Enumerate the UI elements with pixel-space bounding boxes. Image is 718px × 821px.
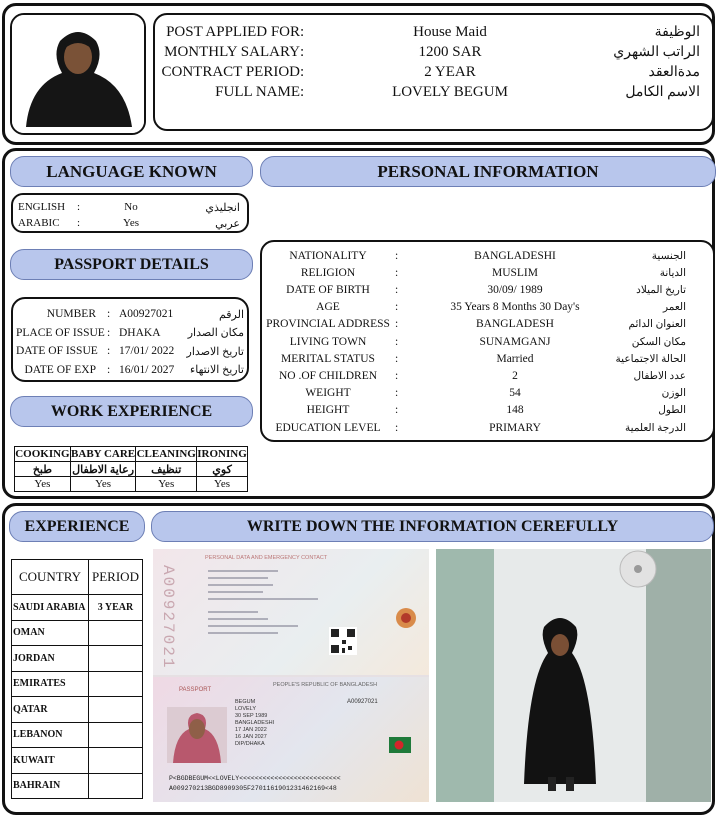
- personal-value: 2: [512, 369, 518, 382]
- experience-country: OMAN: [12, 620, 89, 646]
- language-colon: :: [77, 217, 81, 229]
- personal-value: BANGLADESH: [476, 318, 554, 331]
- work-col-arabic: رعاية الاطفال: [72, 463, 135, 476]
- personal-label: AGE: [316, 301, 340, 314]
- personal-colon: :: [395, 283, 399, 296]
- personal-row: [265, 247, 712, 264]
- experience-row: [12, 595, 143, 621]
- passport-nationality: BANGLADESHI: [235, 720, 275, 726]
- header-value: House Maid: [413, 23, 487, 40]
- header-colon: :: [300, 23, 305, 40]
- experience-country: LEBANON: [12, 722, 89, 748]
- experience-country: SAUDI ARABIA: [12, 595, 89, 621]
- experience-title: EXPERIENCE: [9, 511, 145, 542]
- personal-value: MUSLIM: [491, 266, 538, 279]
- personal-value: SUNAMGANJ: [479, 335, 551, 348]
- passport-arabic: تاريخ الاصدار: [186, 345, 244, 358]
- personal-colon: :: [395, 387, 399, 400]
- personal-row: [265, 333, 712, 350]
- personal-label: MERITAL STATUS: [281, 352, 375, 365]
- personal-arabic: تاريخ الميلاد: [636, 284, 686, 296]
- work-col-value: Yes: [197, 477, 248, 492]
- passport-value: DHAKA: [119, 326, 161, 339]
- passport-expiry-date: 16 JAN 2027: [235, 734, 267, 740]
- passport-row: [16, 361, 246, 380]
- language-label: ENGLISH: [18, 201, 66, 213]
- passport-row: [16, 305, 246, 324]
- personal-colon: :: [395, 421, 399, 434]
- personal-row: [265, 385, 712, 402]
- passport-scan-heading: PERSONAL DATA AND EMERGENCY CONTACT: [205, 555, 328, 561]
- passport-dob: 30 SEP 1989: [235, 713, 268, 719]
- mrz-line-1: P<BGDBEGUM<<LOVELY<<<<<<<<<<<<<<<<<<<<<<<<<<: [169, 775, 341, 782]
- experience-row: [12, 671, 143, 697]
- personal-arabic: الوزن: [661, 388, 686, 400]
- passport-issue-date: 17 JAN 2022: [235, 727, 267, 733]
- personal-label: RELIGION: [300, 266, 356, 279]
- passport-arabic: مكان الصدار: [187, 327, 244, 340]
- header-label: FULL NAME: [215, 83, 300, 100]
- profile-photo: [12, 15, 144, 133]
- personal-value: BANGLADESHI: [474, 249, 556, 262]
- personal-arabic: عدد الاطفال: [633, 370, 686, 382]
- personal-value: PRIMARY: [489, 421, 541, 434]
- experience-period: [89, 671, 143, 697]
- language-row: [18, 199, 244, 215]
- passport-colon: :: [107, 363, 111, 376]
- personal-value: 35 Years 8 Months 30 Day's: [450, 301, 580, 314]
- language-arabic: انجليذي: [205, 201, 240, 214]
- header-label: CONTRACT PERIOD: [161, 63, 300, 80]
- header-value: 1200 SAR: [418, 43, 482, 60]
- personal-row: [265, 402, 712, 419]
- passport-label: NUMBER: [46, 308, 96, 321]
- passport-row: [16, 342, 246, 361]
- period-header: PERIOD: [89, 560, 143, 595]
- language-label: ARABIC: [18, 217, 60, 229]
- passport-value: A00927021: [119, 308, 174, 321]
- header-row: [160, 42, 710, 62]
- experience-country: QATAR: [12, 697, 89, 723]
- work-col-arabic: كوي: [197, 462, 248, 477]
- header-arabic: الاسم الكامل: [625, 84, 700, 100]
- header-colon: :: [300, 83, 305, 100]
- personal-value: 30/09/ 1989: [487, 283, 543, 296]
- personal-value: 54: [509, 387, 521, 400]
- passport-colon: :: [107, 326, 111, 339]
- passport-country-line: PEOPLE'S REPUBLIC OF BANGLADESH: [273, 682, 378, 688]
- personal-arabic: الديانة: [659, 267, 686, 279]
- experience-period: [89, 748, 143, 774]
- header-arabic: الوظيفة: [654, 24, 700, 40]
- personal-colon: :: [395, 404, 399, 417]
- personal-label: EDUCATION LEVEL: [275, 421, 381, 434]
- flag-icon: [389, 737, 411, 753]
- personal-label: NATIONALITY: [289, 249, 367, 262]
- work-col-arabic: تنظيف: [136, 462, 197, 477]
- passport-number-vertical: A00927021: [159, 565, 177, 670]
- personal-title: PERSONAL INFORMATION: [260, 156, 716, 187]
- language-colon: :: [77, 201, 81, 213]
- passport-row: [16, 324, 246, 343]
- experience-row: [12, 620, 143, 646]
- language-value: Yes: [122, 217, 139, 229]
- passport-scan: [153, 549, 429, 802]
- personal-colon: :: [395, 301, 399, 314]
- work-title: WORK EXPERIENCE: [10, 396, 253, 427]
- personal-arabic: الدرجة العلمية: [625, 422, 686, 434]
- full-body-image: [436, 549, 711, 802]
- personal-row: [265, 419, 712, 436]
- header-value: LOVELY BEGUM: [392, 83, 508, 100]
- experience-table: [11, 559, 143, 799]
- passport-value: 17/01/ 2022: [119, 345, 175, 358]
- personal-arabic: العمر: [662, 302, 686, 314]
- header-row: [160, 62, 710, 82]
- passport-title: PASSPORT DETAILS: [10, 249, 253, 280]
- experience-period: [89, 697, 143, 723]
- passport-label: PLACE OF ISSUE: [16, 326, 105, 339]
- passport-label: DATE OF ISSUE: [16, 345, 98, 358]
- work-col-value: Yes: [70, 477, 136, 492]
- personal-row: [265, 350, 712, 367]
- experience-row: [12, 722, 143, 748]
- header-arabic: مدةالعقد: [648, 64, 700, 80]
- personal-colon: :: [395, 335, 399, 348]
- personal-value: Married: [496, 352, 534, 365]
- wall-fan-icon: [620, 551, 656, 587]
- country-header: COUNTRY: [12, 560, 89, 595]
- work-col-value: Yes: [15, 477, 71, 492]
- personal-value: 148: [506, 404, 524, 417]
- header-label: MONTHLY SALARY: [164, 43, 300, 60]
- language-row: [18, 215, 244, 231]
- passport-surname: BEGUM: [235, 699, 256, 705]
- personal-arabic: مكان السكن: [631, 336, 686, 348]
- experience-period: [89, 773, 143, 799]
- passport-scan-fields: [235, 699, 274, 748]
- personal-colon: :: [395, 266, 399, 279]
- header-label: POST APPLIED FOR: [166, 23, 300, 40]
- language-title: LANGUAGE KNOWN: [10, 156, 253, 187]
- personal-colon: :: [395, 249, 399, 262]
- passport-doc-label: PASSPORT: [179, 687, 212, 693]
- work-col-header: BABY CARE: [71, 448, 136, 460]
- passport-value: 16/01/ 2027: [119, 363, 175, 376]
- personal-row: [265, 316, 712, 333]
- passport-arabic: الرقم: [218, 308, 244, 321]
- experience-row: [12, 773, 143, 799]
- instruction-banner: WRITE DOWN THE INFORMATION CEREFULLY: [151, 511, 714, 542]
- work-experience-table: [14, 446, 248, 492]
- personal-label: WEIGHT: [305, 387, 351, 400]
- full-body-photo: [436, 549, 711, 802]
- work-col-header: COOKING: [15, 448, 70, 460]
- passport-issuer: DIP/DHAKA: [235, 741, 265, 747]
- personal-colon: :: [395, 318, 399, 331]
- personal-label: HEIGHT: [306, 404, 350, 417]
- header-arabic: الراتب الشهري: [613, 44, 700, 60]
- personal-label: LIVING TOWN: [289, 335, 367, 348]
- personal-colon: :: [395, 352, 399, 365]
- work-col-header: CLEANING: [136, 448, 196, 460]
- work-col-value: Yes: [136, 477, 197, 492]
- header-row: [160, 82, 710, 102]
- work-col-arabic: طبخ: [15, 462, 71, 477]
- experience-period: [89, 646, 143, 672]
- passport-holder-photo: [167, 707, 227, 763]
- personal-row: [265, 264, 712, 281]
- header-colon: :: [300, 43, 305, 60]
- passport-label: DATE OF EXP: [24, 363, 96, 376]
- passport-colon: :: [107, 345, 111, 358]
- experience-period: 3 YEAR: [89, 595, 143, 621]
- personal-row: [265, 299, 712, 316]
- personal-row: [265, 367, 712, 384]
- personal-label: NO .OF CHILDREN: [278, 369, 378, 382]
- language-value: No: [124, 201, 138, 213]
- experience-row: [12, 697, 143, 723]
- seal-icon: [395, 607, 417, 629]
- passport-given-name: LOVELY: [235, 706, 256, 712]
- passport-colon: :: [107, 308, 111, 321]
- mrz-line-2: A009270213BGD8909305F2701161901231462169<48: [169, 785, 337, 792]
- personal-arabic: الحالة الاجتماعية: [615, 353, 686, 365]
- header-row: [160, 22, 710, 42]
- profile-photo-frame: [10, 13, 146, 135]
- personal-label: DATE OF BIRTH: [286, 283, 370, 296]
- header-colon: :: [300, 63, 305, 80]
- experience-country: KUWAIT: [12, 748, 89, 774]
- personal-label: PROVINCIAL ADDRESS: [266, 318, 390, 331]
- language-arabic: عربي: [215, 217, 240, 230]
- experience-row: [12, 748, 143, 774]
- personal-arabic: الطول: [658, 405, 686, 417]
- passport-arabic: تاريخ الانتهاء: [190, 364, 244, 377]
- passport-number-print: A00927021: [347, 699, 378, 705]
- work-col-header: IRONING: [197, 448, 247, 460]
- experience-period: [89, 620, 143, 646]
- experience-country: BAHRAIN: [12, 773, 89, 799]
- experience-period: [89, 722, 143, 748]
- personal-arabic: العنوان الدائم: [628, 319, 686, 331]
- personal-row: [265, 281, 712, 298]
- qr-code-icon: [329, 627, 357, 655]
- experience-country: EMIRATES: [12, 671, 89, 697]
- header-value: 2 YEAR: [424, 63, 476, 80]
- personal-arabic: الجنسية: [651, 250, 686, 262]
- experience-country: JORDAN: [12, 646, 89, 672]
- personal-colon: :: [395, 369, 399, 382]
- experience-row: [12, 646, 143, 672]
